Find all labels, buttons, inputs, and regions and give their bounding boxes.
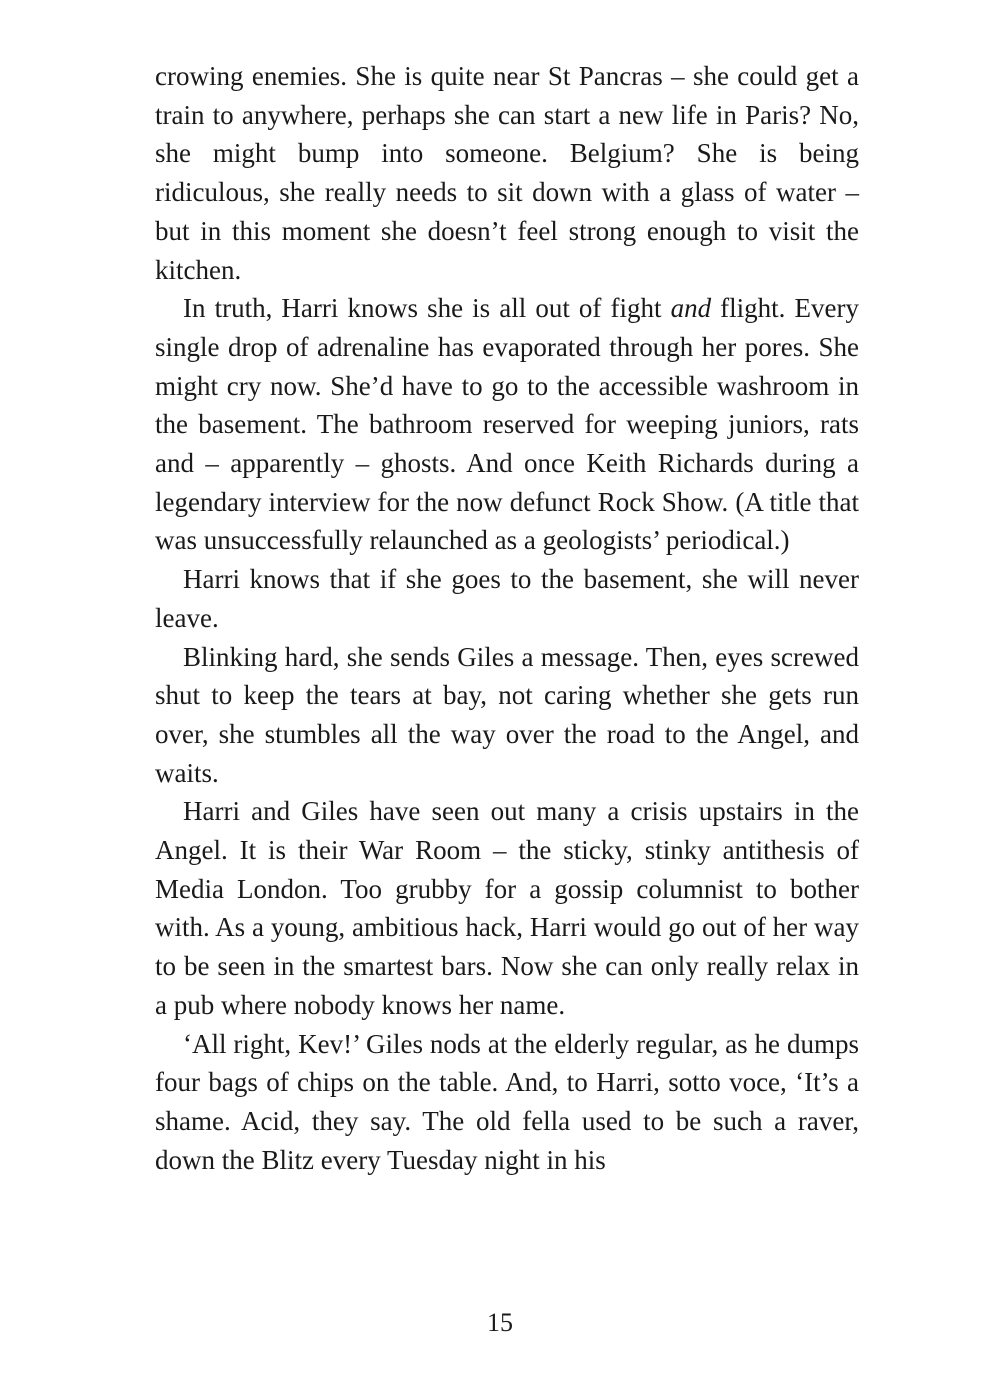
paragraph-1: [155, 57, 859, 289]
paragraph-2: [155, 289, 859, 560]
paragraph-5: [155, 792, 859, 1024]
paragraph-6: [155, 1025, 859, 1180]
paragraph-2-text-a: In truth, Harri knows she is all out of fight: [183, 293, 671, 324]
paragraph-4: [155, 638, 859, 793]
body-text: [155, 57, 859, 1179]
paragraph-2-emphasis: and: [670, 293, 712, 324]
paragraph-6-text: ‘All right, Kev!’ Giles nods at the elderly regular, as he dumps four bags of chips on the table. And, to Harri, sotto voce, ‘It’s a shame. Acid, they say. The old fella used to be such a raver, down the Blitz every Tuesday night in his: [155, 1028, 859, 1175]
paragraph-4-text: Blinking hard, she sends Giles a message. Then, eyes screwed shut to keep the tears at bay, not caring whether she gets run over, she stumbles all the way over the road to the Angel, and waits.: [155, 641, 859, 788]
paragraph-3-text: Harri knows that if she goes to the basement, she will never leave.: [155, 564, 859, 633]
page-number: 15: [487, 1308, 513, 1337]
paragraph-2-text-b: flight. Every single drop of adrenaline has evaporated through her pores. She might cry now. She’d have to go to the accessible washroom in the basement. The bathroom reserved for weeping juniors, rats and – apparently – ghosts. And once Keith Richards during a legendary interview for the now defunct Rock Show. (A title that was unsuccessfully relaunched as a geologists’ periodical.): [155, 293, 859, 556]
paragraph-1-text: crowing enemies. She is quite near St Pancras – she could get a train to anywhere, perhaps she can start a new life in Paris? No, she might bump into someone. Belgium? She is being ridiculous, she really needs to sit down with a glass of water – but in this moment she doesn’t feel strong enough to visit the kitchen.: [155, 61, 859, 285]
paragraph-5-text: Harri and Giles have seen out many a crisis upstairs in the Angel. It is their War Room – the sticky, stinky antithesis of Media London. Too grubby for a gossip columnist to bother with. As a young, ambitious hack, Harri would go out of her way to be seen in the smartest bars. Now she can only really relax in a pub where nobody knows her name.: [155, 796, 859, 1020]
paragraph-3: [155, 560, 859, 637]
